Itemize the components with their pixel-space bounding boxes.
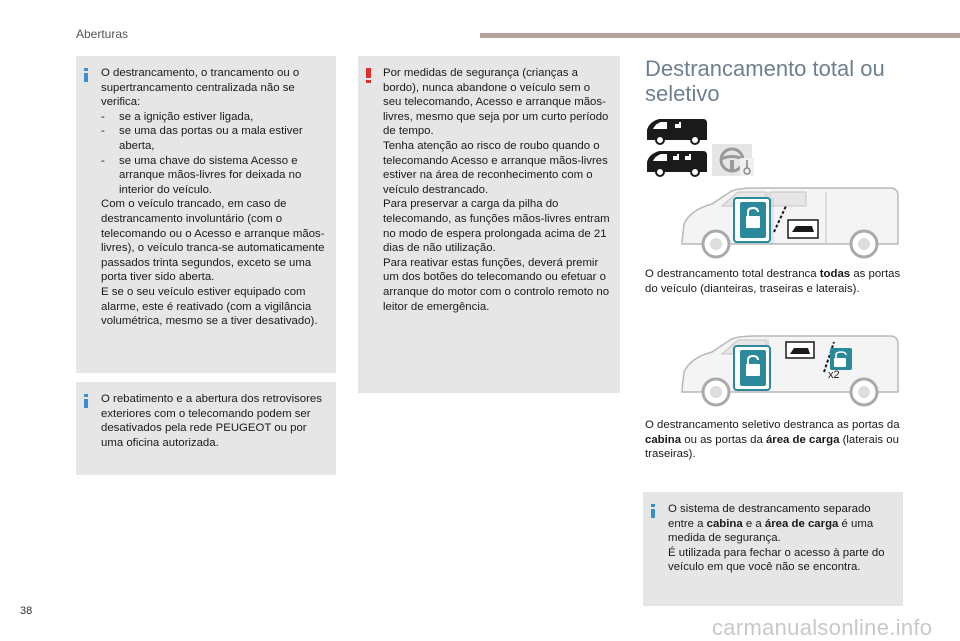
van-single-cabin-icon — [645, 116, 709, 146]
van-total-unlock-illustration — [676, 182, 902, 266]
info-auto-relock: Com o veículo trancado, em caso de destrancamento involuntário (com o telecomando ou o Acesso e arranque mãos-livres), o veículo tranca-se automaticamente passados trinta segundos, exceto se uma porta tiver sido aberta. — [101, 198, 325, 284]
list-item: - se uma das portas ou a mala estiver aberta, — [101, 125, 303, 152]
info-box-separate-unlocking — [643, 492, 903, 606]
list-item: - se a ignição estiver ligada, — [101, 110, 254, 123]
info-intro: O destrancamento, o trancamento ou o supertrancamento centralizada não se verifica: — [101, 67, 300, 109]
list-item: - se uma chave do sistema Acesso e arranque mãos-livres for deixada no interior do veículo. — [101, 154, 302, 196]
page-number: 38 — [20, 605, 33, 617]
warning-icon — [366, 68, 371, 83]
section-header: Aberturas — [76, 27, 129, 41]
x2-label: x2 — [828, 369, 840, 381]
warning-p4: Para reativar estas funções, deverá premir um dos botões do telecomando ou efetuar o arranque do motor com o controlo remoto no leitor de emergência. — [383, 256, 610, 313]
info-alarm: E se o seu veículo estiver equipado com alarme, este é reativado (com a vigilância volumétrica, mesmo se a tiver desativado). — [101, 285, 318, 328]
watermark: carmanualsonline.info — [712, 615, 933, 640]
van-selective-unlock-illustration — [676, 330, 902, 414]
info-box-mirrors — [76, 382, 336, 475]
van-dual-zone-icon — [645, 148, 709, 178]
info-icon — [651, 504, 655, 517]
info-separate-p2: É utilizada para fechar o acesso à parte do veículo em que você não se encontra. — [668, 546, 885, 574]
warning-p3: Para preservar a carga da pilha do telecomando, as funções mãos-livres entram no modo de espera prolongada acima de 21 dias de não utilização. — [383, 198, 610, 255]
warning-p1: Por medidas de segurança (crianças a bordo), nunca abandone o veículo sem o seu telecomando, Acesso e arranque mãos-livres, mesmo que seja por um curto período de tempo. — [383, 67, 609, 138]
total-unlock-text: O destrancamento total destranca todas as portas do veículo (dianteiras, traseiras e laterais). — [645, 268, 901, 295]
info-mirrors-text: O rebatimento e a abertura dos retrovisores exteriores com o telecomando podem ser desativados pela rede PEUGEOT ou por uma oficina autorizada. — [101, 393, 322, 449]
info-separate-p1: O sistema de destrancamento separado entre a cabina e a área de carga é uma medida de segurança. — [668, 503, 874, 545]
warning-p2: Tenha atenção ao risco de roubo quando o telecomando Acesso e arranque mãos-livres estiver na área de reconhecimento com o veículo destrancado. — [383, 139, 608, 196]
key-icon — [740, 158, 754, 176]
info-box-locking — [76, 56, 336, 373]
warning-box — [358, 56, 620, 393]
info-icon — [84, 394, 88, 407]
selective-unlock-text: O destrancamento seletivo destranca as portas da cabina ou as portas da área de carga (laterais ou traseiras). — [645, 419, 900, 461]
header-bar — [480, 33, 960, 38]
info-icon — [84, 68, 88, 81]
page-title: Destrancamento total ou seletivo — [645, 56, 885, 106]
